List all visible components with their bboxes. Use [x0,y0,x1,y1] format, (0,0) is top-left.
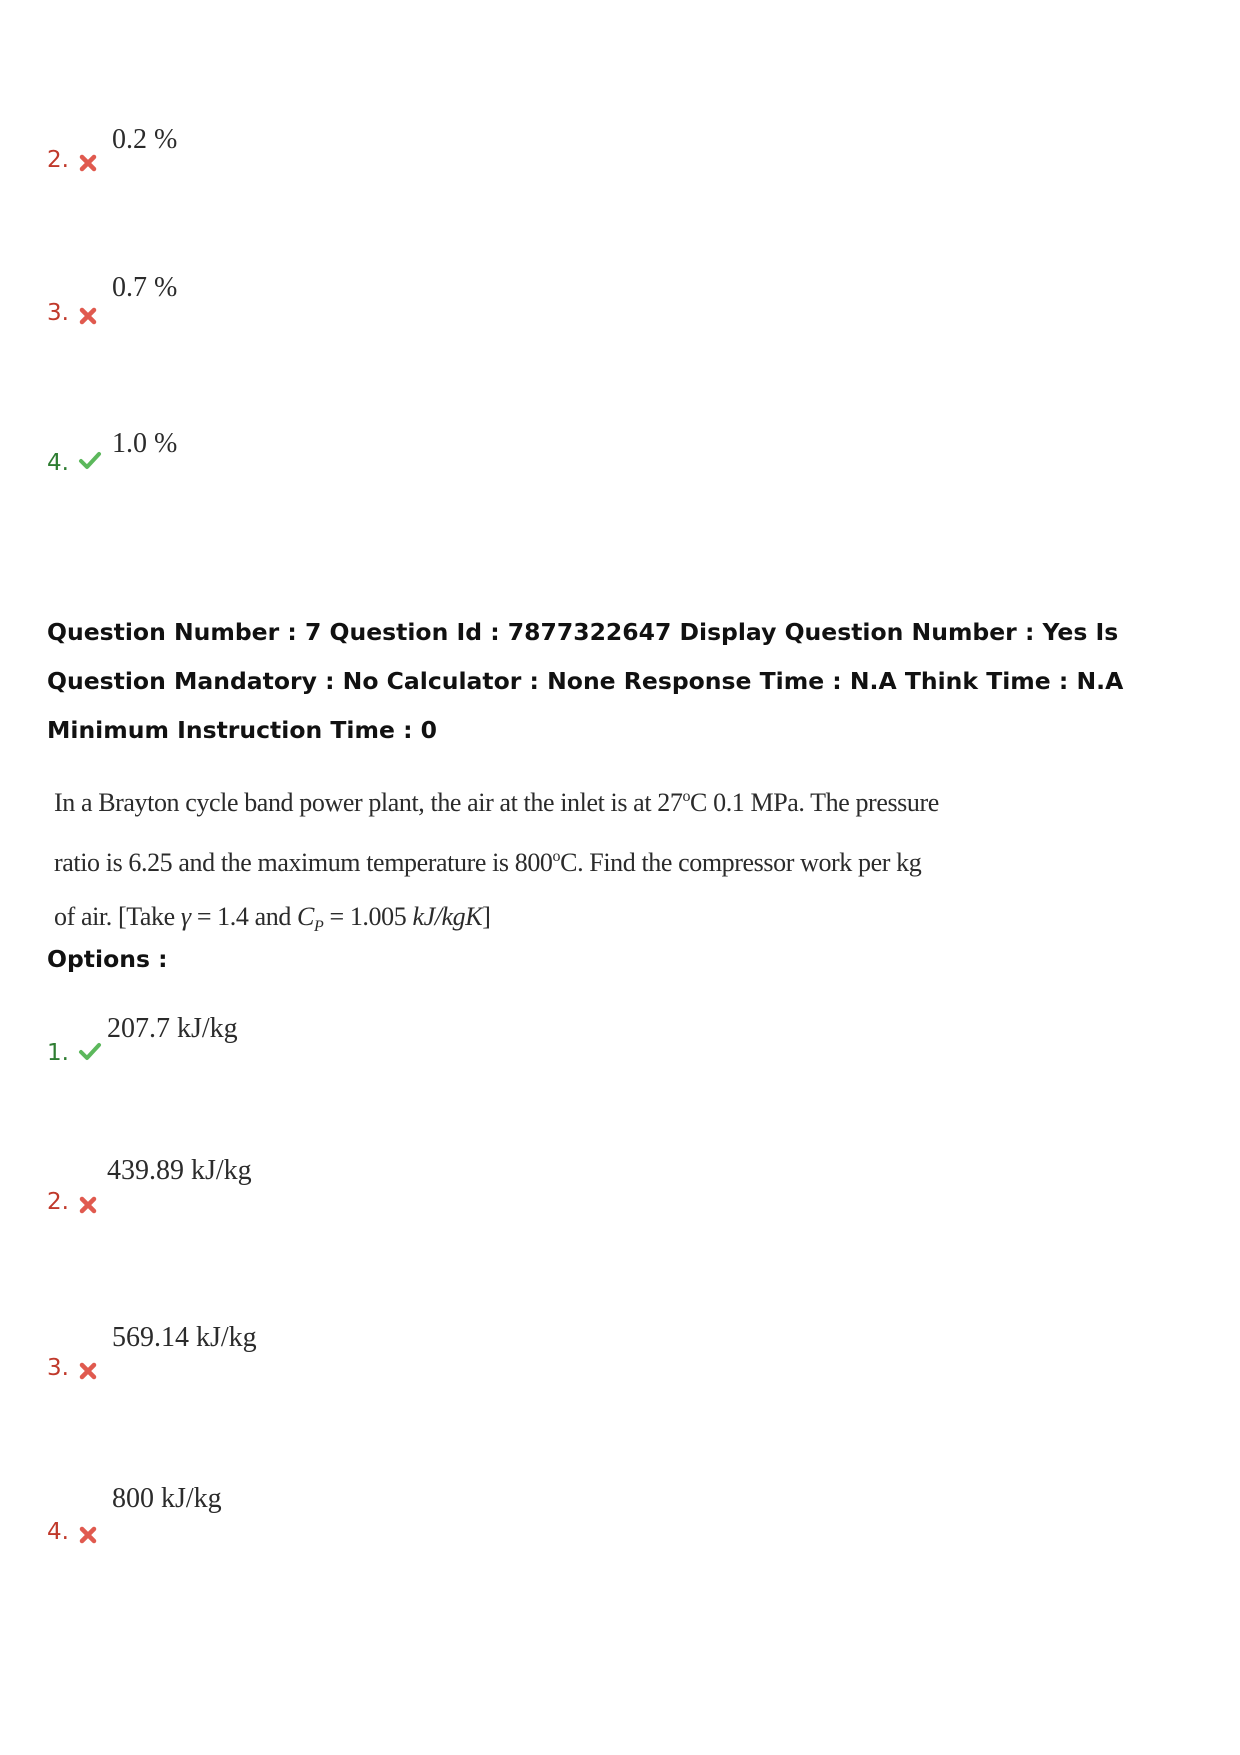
option-value: 1.0 % [112,428,178,459]
prev-option-3 [0,272,1240,332]
cross-icon [78,306,98,326]
prev-option-2 [0,120,1240,180]
cross-icon [78,1525,98,1545]
options-label: Options : [47,945,168,973]
option-value: 800 kJ/kg [112,1483,222,1514]
option-value: 0.7 % [112,272,178,303]
option-4 [0,1483,1240,1543]
option-value: 207.7 kJ/kg [107,1013,238,1044]
cross-icon [78,1361,98,1381]
check-icon [78,450,102,470]
question-line-1: In a Brayton cycle band power plant, the air at the inlet is at 27$^o$C 0.1 MPa. The pressure [54,788,939,817]
option-1 [0,1010,1240,1070]
question-line-3: of air. [Take γ = 1.4 and $C_P = 1.005$ kJ/kgK] [54,902,491,935]
option-value: 439.89 kJ/kg [107,1155,252,1186]
option-value: 569.14 kJ/kg [112,1322,257,1353]
option-number: 3. [47,1355,69,1381]
option-value: 0.2 % [112,124,178,155]
option-number: 4. [47,1519,69,1545]
option-3 [0,1322,1240,1382]
cross-icon [78,1195,98,1215]
option-2 [0,1155,1240,1215]
option-number: 2. [47,1189,69,1215]
option-number: 2. [47,147,69,173]
option-number: 3. [47,300,69,326]
question-meta: Question Number : 7 Question Id : 7877322647 Display Question Number : Yes Is Question Mandatory : No Calculator : None Response Time : N.A Think Time : N.A Minimum Instruction Time : 0 [47,618,1124,744]
option-number: 1. [47,1040,69,1066]
check-icon [78,1041,102,1061]
option-number: 4. [47,450,69,476]
prev-option-4 [0,428,1240,488]
question-line-2: ratio is 6.25 and the maximum temperature is 800$^o$C. Find the compressor work per kg [54,848,922,877]
cross-icon [78,153,98,173]
question-text [54,770,954,954]
